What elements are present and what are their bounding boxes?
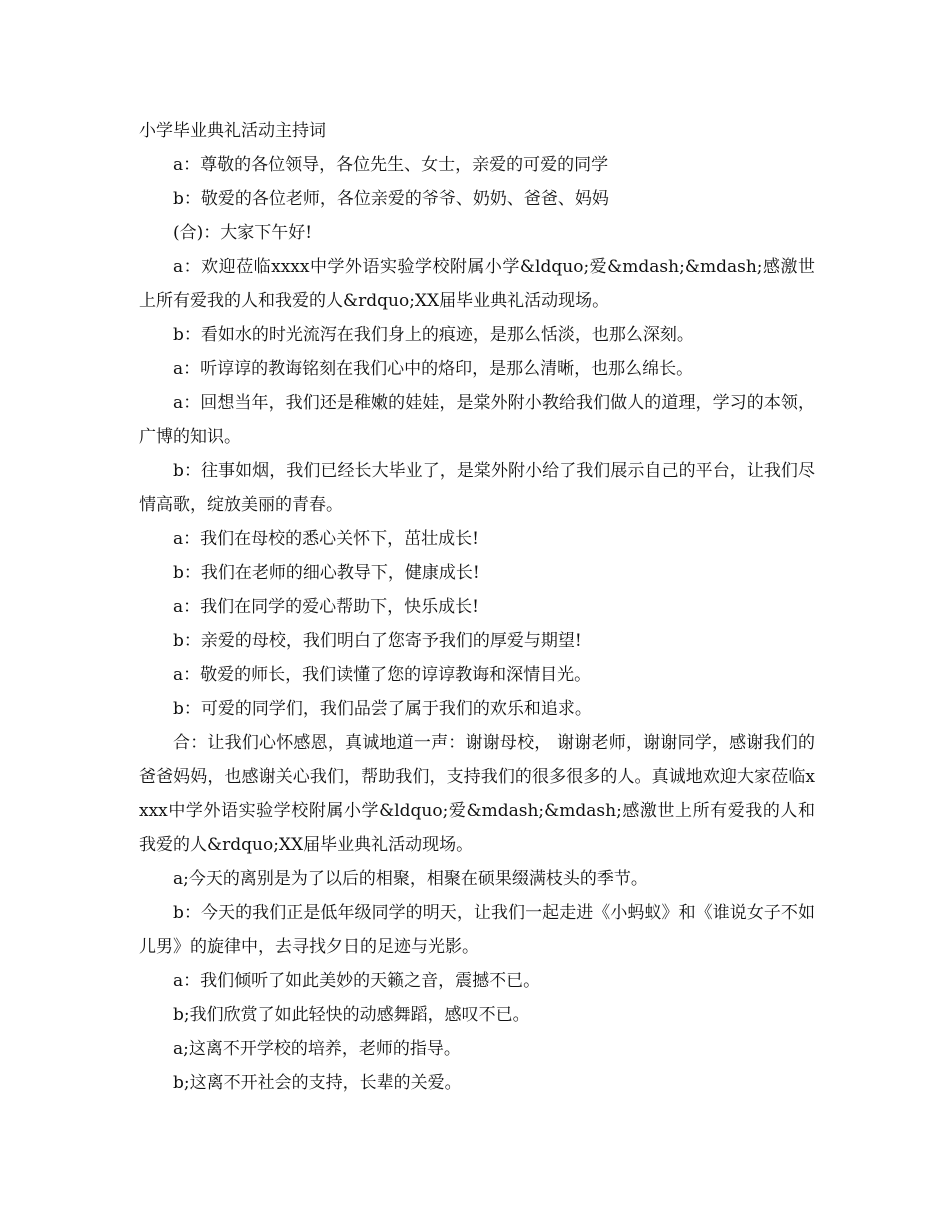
paragraph: a：回想当年，我们还是稚嫩的娃娃，是棠外附小教给我们做人的道理，学习的本领，广博的知识。 bbox=[139, 393, 815, 447]
paragraph: a：欢迎莅临xxxx中学外语实验学校附属小学&ldquo;爱&mdash;&mdash;感激世上所有爱我的人和我爱的人&rdquo;XX届毕业典礼活动现场。 bbox=[139, 257, 815, 311]
paragraph: b：我们在老师的细心教导下，健康成长! bbox=[173, 563, 480, 583]
paragraph: b：今天的我们正是低年级同学的明天，让我们一起走进《小蚂蚁》和《谁说女子不如儿男》的旋律中，去寻找夕日的足迹与光影。 bbox=[139, 903, 815, 957]
paragraph: a：我们倾听了如此美妙的天籁之音，震撼不已。 bbox=[173, 971, 541, 991]
paragraph: a：尊敬的各位领导，各位先生、女士，亲爱的可爱的同学 bbox=[173, 155, 609, 175]
paragraph: a：听谆谆的教诲铭刻在我们心中的烙印，是那么清晰，也那么绵长。 bbox=[173, 359, 694, 379]
paragraph: b：看如水的时光流泻在我们身上的痕迹，是那么恬淡，也那么深刻。 bbox=[173, 325, 694, 345]
paragraph: b：敬爱的各位老师，各位亲爱的爷爷、奶奶、爸爸、妈妈 bbox=[173, 189, 609, 209]
paragraph: b：往事如烟，我们已经长大毕业了，是棠外附小给了我们展示自己的平台，让我们尽情高歌，绽放美丽的青春。 bbox=[139, 461, 815, 515]
paragraph: a：我们在母校的悉心关怀下，茁壮成长! bbox=[173, 529, 479, 549]
paragraph: a：我们在同学的爱心帮助下，快乐成长! bbox=[173, 597, 479, 617]
document-body bbox=[139, 114, 815, 1100]
paragraph: b：可爱的同学们，我们品尝了属于我们的欢乐和追求。 bbox=[173, 699, 592, 719]
paragraph: b：亲爱的母校，我们明白了您寄予我们的厚爱与期望! bbox=[173, 631, 582, 651]
paragraph: a：敬爱的师长，我们读懂了您的谆谆教诲和深情目光。 bbox=[173, 665, 592, 685]
paragraph: a;今天的离别是为了以后的相聚，相聚在硕果缀满枝头的季节。 bbox=[173, 869, 648, 889]
paragraph: a;这离不开学校的培养，老师的指导。 bbox=[173, 1039, 461, 1059]
document-title: 小学毕业典礼活动主持词 bbox=[139, 121, 326, 141]
paragraph: (合)：大家下午好! bbox=[173, 223, 313, 243]
paragraph: 合：让我们心怀感恩，真诚地道一声：谢谢母校， 谢谢老师，谢谢同学，感谢我们的爸爸妈妈，也感谢关心我们，帮助我们，支持我们的很多很多的人。真诚地欢迎大家莅临xxxx中学外语实验学校附属小学&ldquo;爱&mdash;&mdash;感激世上所有爱我的人和我爱的人&rdquo;XX届毕业典礼活动现场。 bbox=[139, 733, 815, 855]
paragraph: b;我们欣赏了如此轻快的动感舞蹈，感叹不已。 bbox=[173, 1005, 530, 1025]
paragraph: b;这离不开社会的支持，长辈的关爱。 bbox=[173, 1073, 462, 1093]
